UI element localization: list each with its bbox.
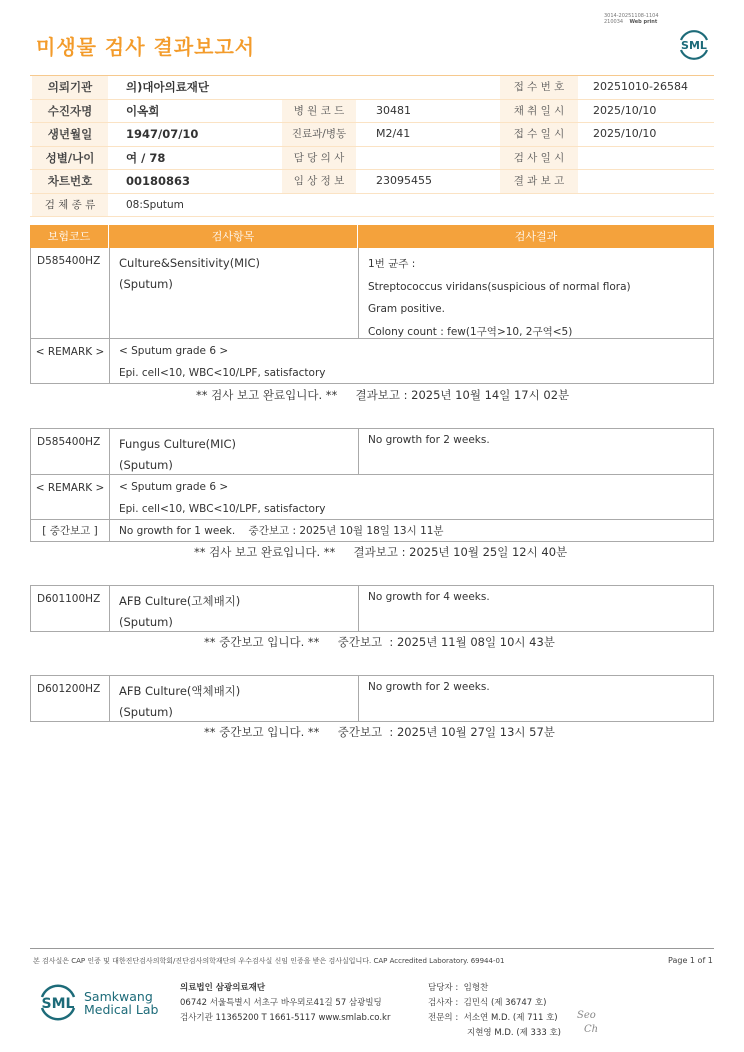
test-item — [110, 429, 359, 474]
svg-text:SML: SML — [681, 39, 707, 52]
info-label: 검 체 종 류 — [32, 194, 108, 217]
remark-line: < Sputum grade 6 > — [119, 345, 229, 357]
result-table-header — [30, 225, 714, 248]
remark-text — [110, 339, 713, 383]
test-item-name: Fungus Culture(MIC) — [119, 437, 236, 451]
test-item — [110, 248, 359, 338]
staff-name: 임형찬 — [463, 983, 489, 993]
result-line: Streptococcus viridans(suspicious of normal flora) — [368, 280, 631, 293]
info-value: 이옥희 — [126, 103, 160, 118]
result-line: Colony count : few(1구역>10, 2구역<5) — [368, 325, 573, 338]
info-value: 08:Sputum — [126, 198, 184, 211]
info-label: 의뢰기관 — [32, 76, 108, 99]
test-item-specimen: (Sputum) — [119, 615, 173, 629]
interim-text: No growth for 1 week. 중간보고 : 2025년 10월 18일 13시 11분 — [119, 525, 444, 537]
test-item — [110, 676, 359, 721]
info-value: 23095455 — [376, 174, 432, 187]
sml-logo-icon — [676, 26, 712, 62]
test-item-name: Culture&Sensitivity(MIC) — [119, 256, 261, 270]
info-label: 결 과 보 고 — [500, 170, 578, 193]
info-row — [30, 123, 714, 147]
test-result — [359, 248, 713, 338]
info-value: 20251010-26584 — [593, 80, 688, 93]
brand-line2: Medical Lab — [84, 1002, 159, 1017]
remark-label: < REMARK > — [31, 475, 110, 519]
test-row — [31, 676, 713, 721]
report-status-line: ** 중간보고 입니다. ** 중간보고 : 2025년 11월 08일 10시 43분 — [204, 635, 555, 649]
test-block-culture-sensitivity — [30, 248, 714, 384]
info-label: 차트번호 — [32, 170, 108, 193]
report-title: 미생물 검사 결과보고서 — [36, 35, 256, 59]
test-result — [359, 586, 713, 631]
test-item-name: AFB Culture(액체배지) — [119, 684, 241, 698]
test-code: D601200HZ — [31, 676, 110, 721]
org-name: 의료법인 삼광의료재단 — [180, 983, 266, 993]
signature-mark: Seo — [577, 1010, 596, 1021]
svg-text:SML: SML — [41, 996, 75, 1012]
info-value: 00180863 — [126, 174, 191, 188]
signature-mark: Ch — [584, 1024, 599, 1035]
header-test-result: 검사결과 — [514, 230, 558, 243]
report-status-line: ** 검사 보고 완료입니다. ** 결과보고 : 2025년 10월 14일 17시 02분 — [196, 388, 570, 402]
result-line: No growth for 4 weeks. — [368, 591, 490, 603]
sml-logo-icon — [36, 980, 80, 1024]
result-line: Gram positive. — [368, 303, 445, 315]
footer-divider — [30, 948, 714, 949]
organization-info — [180, 981, 390, 1026]
remark-line: Epi. cell<10, WBC<10/LPF, satisfactory — [119, 367, 326, 379]
staff-role: 전문의 : — [428, 1013, 459, 1023]
report-status-line: ** 검사 보고 완료입니다. ** 결과보고 : 2025년 10월 25일 12시 40분 — [194, 545, 568, 559]
patient-info-table — [30, 75, 714, 217]
info-label: 수진자명 — [32, 100, 108, 123]
info-label: 성별/나이 — [32, 147, 108, 170]
remark-text — [110, 475, 713, 519]
brand-name — [84, 990, 158, 1016]
info-label: 접 수 일 시 — [500, 123, 578, 146]
print-code-line2: 210034 — [604, 19, 624, 25]
info-value: 2025/10/10 — [593, 103, 657, 117]
test-block-afb-liquid — [30, 675, 714, 722]
remark-line: Epi. cell<10, WBC<10/LPF, satisfactory — [119, 503, 326, 515]
staff-name: 지현영 M.D. (제 333 호) — [467, 1028, 562, 1038]
info-label: 채 취 일 시 — [500, 100, 578, 123]
test-row — [31, 429, 713, 474]
header-insurance-code: 보험코드 — [30, 225, 109, 248]
test-item — [110, 586, 359, 631]
remark-line: < Sputum grade 6 > — [119, 481, 229, 493]
org-address: 06742 서울특별시 서초구 바우뫼로41길 57 삼광빌딩 — [180, 998, 382, 1008]
report-status-line: ** 중간보고 입니다. ** 중간보고 : 2025년 10월 27일 13시 57분 — [204, 725, 555, 739]
info-value: 여 / 78 — [126, 150, 166, 165]
interim-label: [ 중간보고 ] — [31, 520, 110, 541]
test-item-specimen: (Sputum) — [119, 277, 173, 291]
info-value: 1947/07/10 — [126, 127, 199, 141]
info-row — [30, 147, 714, 171]
result-line: 1번 균주 : — [368, 258, 416, 270]
remark-row — [31, 474, 713, 519]
test-code: D585400HZ — [31, 248, 110, 338]
header-test-item: 검사항목 — [109, 225, 358, 248]
test-result — [359, 429, 713, 474]
interim-row — [31, 519, 713, 541]
test-item-specimen: (Sputum) — [119, 458, 173, 472]
test-item-name: AFB Culture(고체배지) — [119, 594, 241, 608]
remark-label: < REMARK > — [31, 339, 110, 383]
print-code — [604, 13, 659, 25]
print-code-line1: 3014-20251108-1104 — [604, 13, 659, 19]
brand-line1: Samkwang — [84, 989, 153, 1004]
test-row — [31, 248, 713, 338]
test-row — [31, 586, 713, 631]
info-row — [30, 100, 714, 124]
org-contact: 검사기관 11365200 T 1661-5117 www.smlab.co.kr — [180, 1013, 391, 1023]
test-code: D601100HZ — [31, 586, 110, 631]
test-block-fungus-culture — [30, 428, 714, 542]
remark-row — [31, 338, 713, 383]
staff-list — [428, 981, 561, 1041]
staff-name: 김민식 (제 36747 호) — [463, 998, 547, 1008]
accreditation-note: 본 검사실은 CAP 인증 및 대한진단검사의학회/진단검사의학재단의 우수검사실 신임 인증을 받은 검사실입니다. CAP Accredited Laboratory. 69944-01 — [33, 957, 505, 965]
result-line: No growth for 2 weeks. — [368, 681, 490, 693]
test-result — [359, 676, 713, 721]
info-row — [30, 170, 714, 194]
staff-role: 담당자 : — [428, 983, 459, 993]
info-value: 30481 — [376, 103, 411, 117]
info-value: M2/41 — [376, 127, 411, 140]
result-line: No growth for 2 weeks. — [368, 434, 490, 446]
info-value: 의)대아의료재단 — [126, 80, 210, 94]
info-label: 임 상 정 보 — [282, 170, 356, 193]
info-label: 진료과/병동 — [282, 123, 356, 146]
info-label: 접 수 번 호 — [500, 76, 578, 99]
info-label: 담 당 의 사 — [282, 147, 356, 170]
test-block-afb-solid — [30, 585, 714, 632]
info-value: 2025/10/10 — [593, 127, 657, 140]
info-label: 병 원 코 드 — [282, 100, 356, 123]
info-label: 검 사 일 시 — [500, 147, 578, 170]
info-row — [30, 194, 714, 218]
test-code: D585400HZ — [31, 429, 110, 474]
info-label: 생년월일 — [32, 123, 108, 146]
page-number: Page 1 of 1 — [668, 956, 713, 965]
staff-name: 서소연 M.D. (제 711 호) — [463, 1013, 558, 1023]
info-row — [30, 76, 714, 100]
test-item-specimen: (Sputum) — [119, 705, 173, 719]
web-print-label: Web print — [629, 19, 658, 25]
staff-role: 검사자 : — [428, 998, 459, 1008]
